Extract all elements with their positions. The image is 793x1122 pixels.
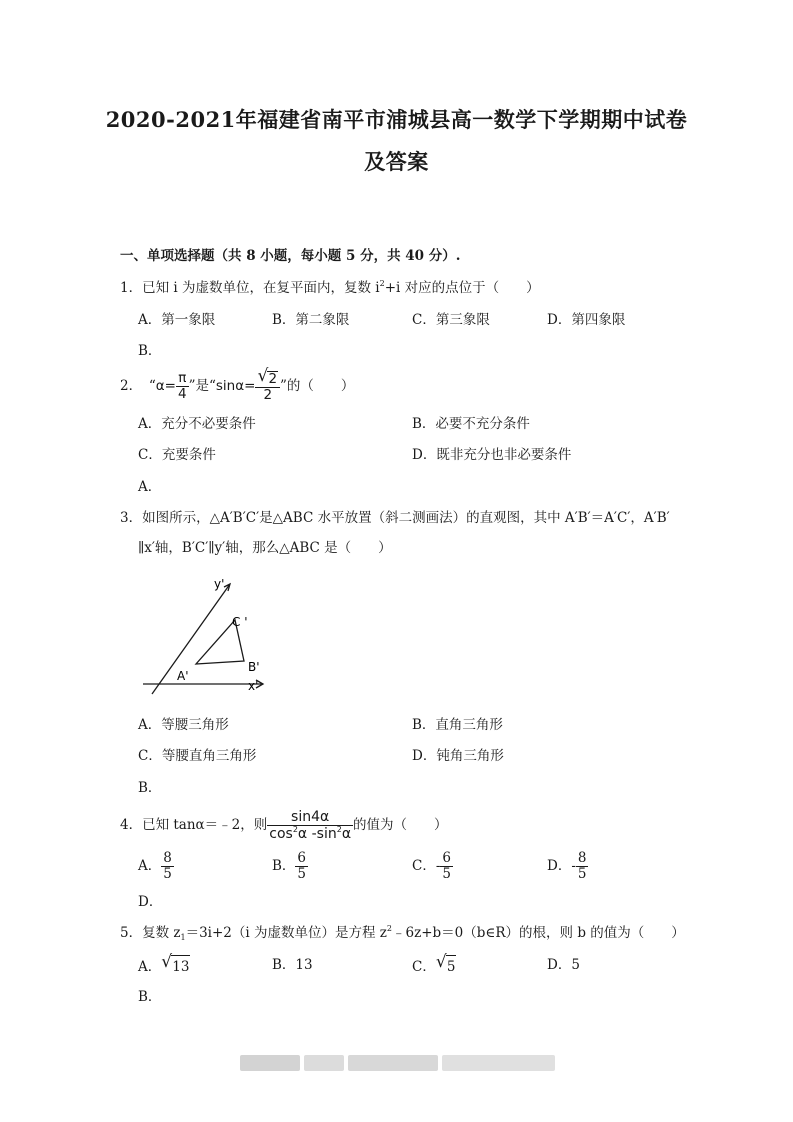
- question-2-option-d: D．既非充分也非必要条件: [412, 447, 572, 463]
- question-1-option-d: D．第四象限: [547, 312, 626, 328]
- point-b-label: B': [248, 660, 260, 674]
- question-3-option-a: A．等腰三角形: [138, 717, 229, 733]
- question-4-answer: D．: [138, 894, 163, 910]
- question-4-option-a: A． $\frac{8}{5}$: [138, 849, 172, 882]
- question-4-option-c: C．- $\frac{6}{5}$: [412, 849, 451, 882]
- question-2-answer: A．: [138, 479, 162, 495]
- question-4-option-b: B． $\frac{6}{5}$: [272, 849, 307, 882]
- question-2-option-b: B．必要不充分条件: [412, 416, 530, 432]
- blur-segment: [348, 1055, 438, 1071]
- question-4-stem: 4．已知 tanα＝﹣2，则 $\frac{\sin 4\alpha}{\cos^2\alpha -\sin^2\alpha}$ 的值为（ ）: [120, 809, 448, 842]
- question-2-option-a: A．充分不必要条件: [138, 416, 256, 432]
- q4-expression-fraction: $\frac{\sin 4\alpha}{\cos^2\alpha -\sin^2\alpha}$: [269, 809, 352, 842]
- question-1-option-b: B．第二象限: [272, 312, 350, 328]
- sqrt2-over-2-fraction: √ 2 2: [255, 371, 280, 403]
- question-3-option-d: D．钝角三角形: [412, 748, 504, 764]
- question-2-option-c: C．充要条件: [138, 447, 216, 463]
- y-axis-label: y': [214, 577, 225, 591]
- pi-over-4-fraction: $\frac{\pi}{4}$: [177, 369, 187, 402]
- blur-segment: [304, 1055, 344, 1071]
- question-5-option-d: D．5: [547, 957, 580, 973]
- x-axis-label: x': [248, 679, 259, 693]
- oblique-projection-figure: [138, 572, 273, 697]
- question-5-stem: 5．复数 $z_1=3i+2(i$ 为虚数单位）是方程 $z^2﹣6z+b=0(b\in R)$的根，则 b 的值为（ ）: [120, 924, 685, 942]
- document-title-line1: 2020-2021年福建省南平市浦城县高一数学下学期期中试卷: [105, 107, 688, 132]
- question-3-stem-line1: 3．如图所示，△A′B′C′是△ABC 水平放置（斜二测画法）的直观图，其中 A′B′＝A′C′，A′B′: [120, 510, 670, 526]
- blur-segment: [240, 1055, 300, 1071]
- point-c-label: C ': [232, 615, 248, 629]
- question-5-option-c: C． √ 5: [412, 952, 456, 975]
- question-3-option-b: B．直角三角形: [412, 717, 503, 733]
- question-3-stem-line2: ∥x′轴，B′C′∥y′轴，那么△ABC 是（ ）: [138, 540, 392, 556]
- question-3-answer: B．: [138, 780, 162, 796]
- question-5-option-b: B．13: [272, 957, 313, 973]
- question-1-option-c: C．第三象限: [412, 312, 490, 328]
- blurred-footer: [240, 1055, 555, 1071]
- question-5-answer: B．: [138, 989, 162, 1005]
- question-5-option-a: A． √ 13: [138, 952, 190, 975]
- question-1-stem: 1．已知 i 为虚数单位，在复平面内，复数 $i^2+i$ 对应的点位于（ ）: [120, 279, 540, 296]
- document-title-line2: 及答案: [364, 149, 429, 174]
- question-1-answer: B．: [138, 343, 162, 359]
- question-2-stem: 2． “α= $\frac{\pi}{4}$ ”是“sinα= √ 2 2 ”的（ ）: [120, 365, 355, 403]
- point-a-label: A': [177, 669, 189, 683]
- blur-segment: [442, 1055, 555, 1071]
- question-1-option-a: A．第一象限: [138, 312, 216, 328]
- question-3-option-c: C．等腰直角三角形: [138, 748, 257, 764]
- section-heading: 一、单项选择题（共 8 小题，每小题 5 分，共 40 分）.: [120, 248, 461, 264]
- question-4-option-d: D．- $\frac{8}{5}$: [547, 849, 587, 882]
